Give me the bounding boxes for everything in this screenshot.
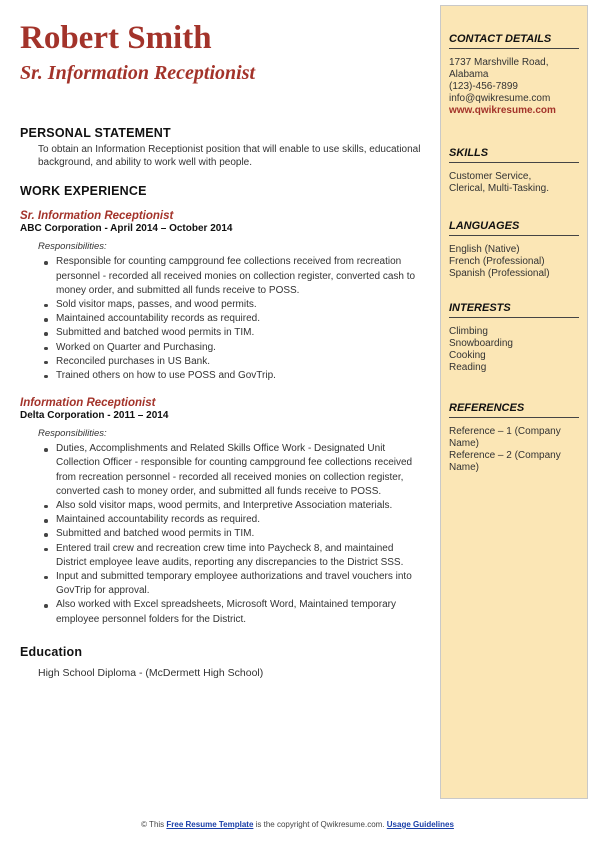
references-section — [449, 402, 579, 474]
job-title: Sr. Information Receptionist — [20, 210, 174, 223]
skills-section — [449, 147, 579, 195]
footer — [0, 820, 595, 829]
email-address[interactable]: info@qwikresume.com — [449, 93, 551, 104]
list-item: Also worked with Excel spreadsheets, Microsoft Word, Maintained temporary employee personnel folders for the District. — [56, 598, 420, 626]
website-link[interactable]: www.qwikresume.com — [449, 105, 556, 116]
references-heading: REFERENCES — [449, 402, 579, 418]
reference-line: Name) — [449, 438, 480, 449]
candidate-name: Robert Smith — [20, 20, 212, 56]
list-item: Reading — [449, 362, 487, 373]
list-item: Responsible for counting campground fee collections received from recreation personnel - recorded all received monies on collection register, converted cash to money order, and submitted all funds receive to POSS. — [56, 255, 420, 298]
languages-heading: LANGUAGES — [449, 220, 579, 236]
personal-statement-section — [20, 126, 420, 169]
job-title: Information Receptionist — [20, 397, 156, 410]
responsibilities-list — [20, 442, 420, 627]
interests-heading: INTERESTS — [449, 302, 579, 318]
footer-prefix: © This — [141, 820, 167, 829]
personal-statement-heading: PERSONAL STATEMENT — [20, 126, 171, 141]
usage-guidelines-link[interactable]: Usage Guidelines — [386, 820, 454, 829]
contact-section — [449, 33, 579, 117]
skills-line: Clerical, Multi-Tasking. — [449, 183, 550, 194]
responsibilities-label: Responsibilities: — [38, 428, 107, 440]
list-item: Maintained accountability records as required. — [56, 312, 420, 326]
skills-heading: SKILLS — [449, 147, 579, 163]
job-company-dates: Delta Corporation - 2011 – 2014 — [20, 410, 169, 422]
candidate-title: Sr. Information Receptionist — [20, 62, 256, 85]
education-entry: High School Diploma - (McDermett High School) — [38, 666, 264, 679]
list-item: French (Professional) — [449, 256, 545, 267]
footer-middle: is the copyright of Qwikresume.com. — [253, 820, 387, 829]
free-resume-template-link[interactable]: Free Resume Template — [166, 820, 254, 829]
responsibilities-list — [20, 255, 420, 383]
personal-statement-text: To obtain an Information Receptionist position that will enable to use skills, educational background, and ability to work well with people. — [38, 144, 421, 168]
work-experience-heading: WORK EXPERIENCE — [20, 184, 147, 199]
list-item: Sold visitor maps, passes, and wood permits. — [56, 298, 420, 312]
list-item: Input and submitted temporary employee authorizations and travel vouchers into GovTrip for approval. — [56, 570, 420, 598]
list-item: Duties, Accomplishments and Related Skills Office Work - Designated Unit Collection Officer - responsible for counting campground fee collections received from recreation personnel - recorded all received monies on collection register, converted cash to money order, and submitted all funds receive to POSS. — [56, 442, 420, 499]
phone-number: (123)-456-7899 — [449, 81, 518, 92]
list-item: Maintained accountability records as required. — [56, 513, 420, 527]
list-item: Entered trail crew and recreation crew time into Paycheck 8, and maintained District employee leave audits, reporting any discrepancies to the District SSS. — [56, 542, 420, 570]
contact-heading: CONTACT DETAILS — [449, 33, 579, 49]
interests-section — [449, 302, 579, 374]
list-item: Also sold visitor maps, wood permits, and Interpretive Association materials. — [56, 499, 420, 513]
list-item: Trained others on how to use POSS and GovTrip. — [56, 369, 420, 383]
list-item: Reconciled purchases in US Bank. — [56, 355, 420, 369]
list-item: Snowboarding — [449, 338, 513, 349]
sidebar — [440, 5, 588, 799]
responsibilities-label: Responsibilities: — [38, 241, 107, 253]
address-line: 1737 Marshville Road, — [449, 57, 549, 68]
list-item: English (Native) — [449, 244, 520, 255]
reference-line: Reference – 2 (Company — [449, 450, 561, 461]
job-entry — [20, 397, 420, 627]
list-item: Worked on Quarter and Purchasing. — [56, 341, 420, 355]
education-heading: Education — [20, 644, 83, 659]
list-item: Cooking — [449, 350, 486, 361]
address-line: Alabama — [449, 69, 489, 80]
work-experience-section — [20, 184, 420, 626]
list-item: Climbing — [449, 326, 488, 337]
skills-line: Customer Service, — [449, 171, 532, 182]
list-item: Submitted and batched wood permits in TIM. — [56, 326, 420, 340]
job-company-dates: ABC Corporation - April 2014 – October 2014 — [20, 223, 233, 235]
education-section — [20, 645, 420, 680]
languages-section — [449, 220, 579, 280]
main-column — [20, 20, 420, 679]
list-item: Spanish (Professional) — [449, 268, 550, 279]
reference-line: Name) — [449, 462, 480, 473]
reference-line: Reference – 1 (Company — [449, 426, 561, 437]
list-item: Submitted and batched wood permits in TIM. — [56, 527, 420, 541]
job-entry — [20, 210, 420, 383]
